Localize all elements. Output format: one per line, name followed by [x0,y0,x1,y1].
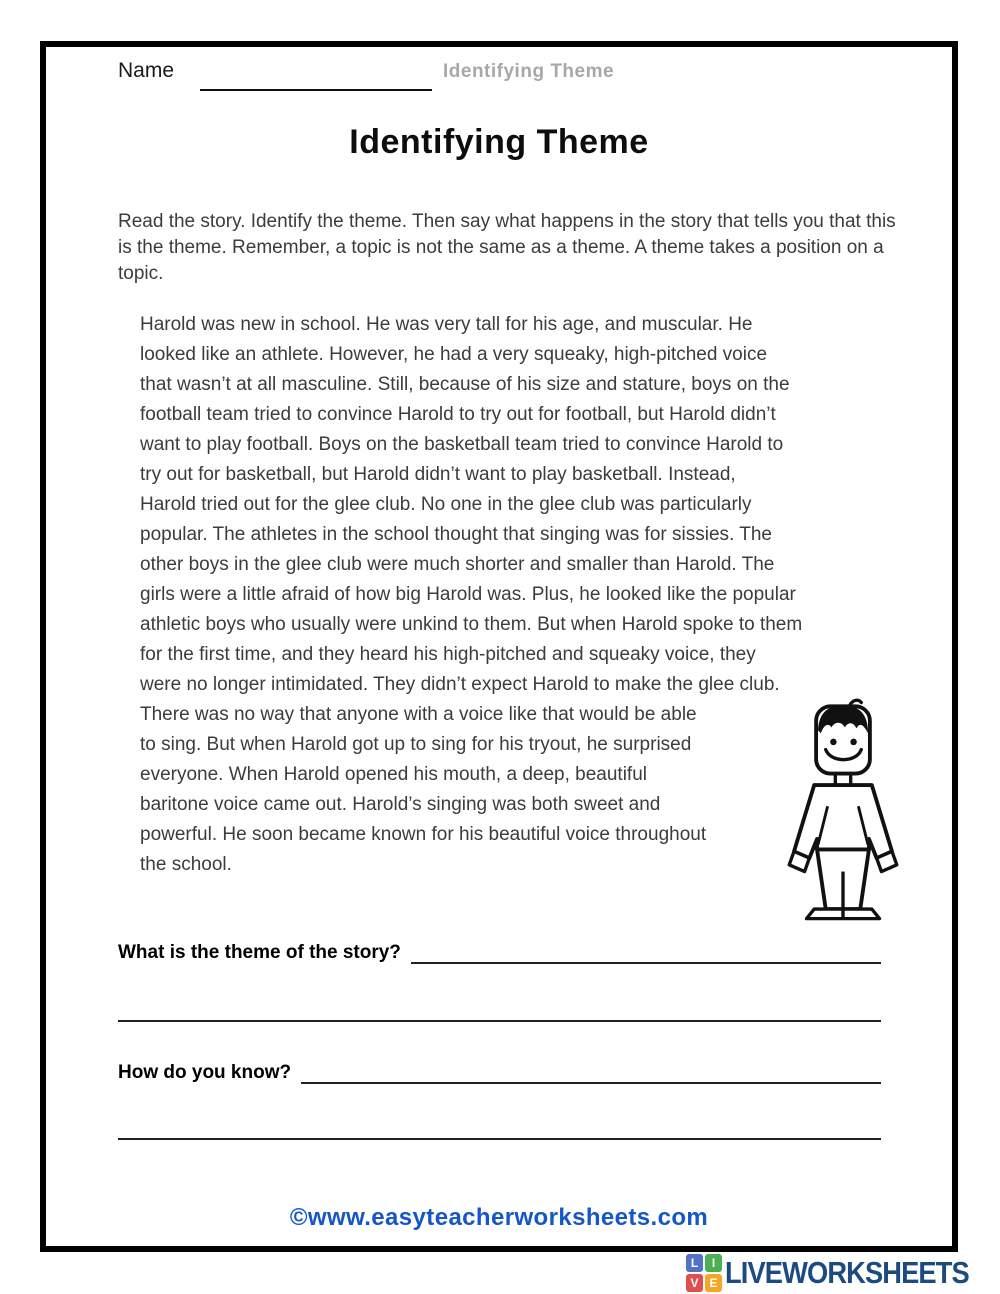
story-line: There was no way that anyone with a voice like that would be able [140,704,697,725]
how-answer-line-1[interactable] [301,1062,881,1084]
story-line: Harold was new in school. He was very tall for his age, and muscular. He [140,314,753,335]
story-line: everyone. When Harold opened his mouth, a deep, beautiful [140,764,647,785]
story-line: looked like an athlete. However, he had a very squeaky, high-pitched voice [140,344,768,365]
logo-square-i: I [705,1254,722,1272]
worksheet-header-text: Identifying Theme [443,61,615,82]
page-title: Identifying Theme [349,123,649,161]
name-input-line[interactable] [200,89,432,91]
liveworksheets-logo-icon [686,1254,722,1292]
story-line: try out for basketball, but Harold didn’t want to play basketball. Instead, [140,464,736,485]
logo-square-l: L [686,1254,703,1272]
story-line: the school. [140,854,232,875]
liveworksheets-logo-text: LIVEWORKSHEETS [725,1255,969,1290]
question-how-label: How do you know? [118,1062,292,1083]
question-theme [118,938,881,964]
question-how [118,1058,881,1084]
story-line: for the first time, and they heard his high-pitched and squeaky voice, they [140,644,756,665]
logo-square-v: V [686,1274,703,1292]
story-line: popular. The athletes in the school thought that singing was for sissies. The [140,524,772,545]
story-line: girls were a little afraid of how big Harold was. Plus, he looked like the popular [140,584,796,605]
worksheet-page [40,41,958,1252]
story-line: Harold tried out for the glee club. No one in the glee club was particularly [140,494,752,515]
name-label: Name [118,59,175,82]
story-line: football team tried to convince Harold to try out for football, but Harold didn’t [140,404,776,425]
story-line: powerful. He soon became known for his beautiful voice throughout [140,824,707,845]
instructions-text: Read the story. Identify the theme. Then say what happens in the story that tells you that this is the theme. Remember, a topic is not the same as a theme. A theme takes a position on a topic. [118,211,896,284]
theme-answer-line-1[interactable] [411,942,881,964]
story-line: athletic boys who usually were unkind to them. But when Harold spoke to them [140,614,803,635]
footer-credit-link[interactable]: ©www.easyteacherworksheets.com [289,1204,709,1231]
liveworksheets-logo[interactable] [686,1254,1000,1292]
theme-answer-line-2[interactable] [118,1020,881,1022]
story-line: were no longer intimidated. They didn’t expect Harold to make the glee club. [140,674,780,695]
story-line: to sing. But when Harold got up to sing for his tryout, he surprised [140,734,692,755]
story-line: baritone voice came out. Harold’s singing was both sweet and [140,794,661,815]
story-line: that wasn’t at all masculine. Still, because of his size and stature, boys on the [140,374,790,395]
question-theme-label: What is the theme of the story? [118,942,401,963]
logo-square-e: E [705,1274,722,1292]
story-line: want to play football. Boys on the basketball team tried to convince Harold to [140,434,784,455]
story-line: other boys in the glee club were much shorter and smaller than Harold. The [140,554,775,575]
how-answer-line-2[interactable] [118,1138,881,1140]
boy-stick-figure-illustration [770,697,916,927]
